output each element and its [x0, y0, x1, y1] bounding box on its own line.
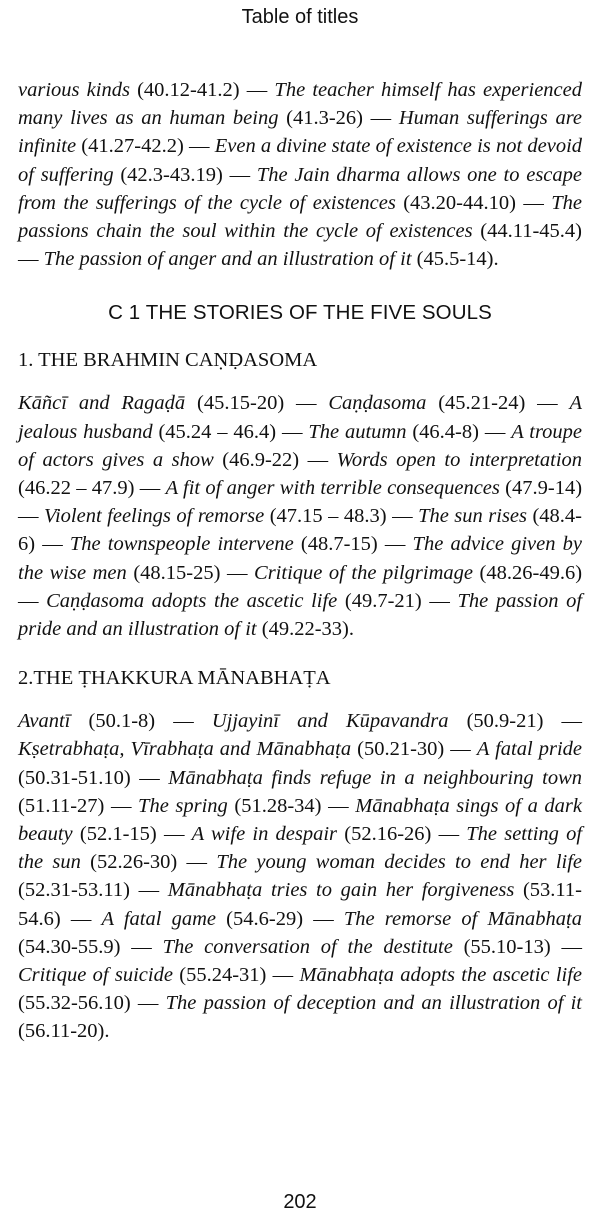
em-dash-separator: — [276, 420, 309, 443]
entry-title: A wife in despair [191, 823, 338, 846]
story-paragraph [18, 389, 582, 643]
entry-title: The remorse of Mānabhaṭa [343, 907, 582, 930]
em-dash-separator: — [550, 935, 583, 958]
em-dash-separator: — [239, 79, 275, 101]
em-dash-separator: — [478, 420, 512, 443]
entry-reference: (55.10-13) [463, 935, 551, 958]
entry-reference: (49.7-21) [344, 589, 422, 612]
running-head: Table of titles [241, 6, 359, 28]
entry-title: The conversation of the destitute [162, 935, 453, 958]
em-dash-separator: — [155, 710, 212, 733]
entry-title: A jealous husband [18, 392, 583, 443]
em-dash-separator: — [266, 964, 300, 987]
entry-reference: (49.22-33). [261, 618, 354, 641]
em-dash-separator: — [515, 191, 552, 214]
entry-title: A fatal game [101, 907, 216, 930]
entry-reference: (52.26-30) [90, 851, 178, 874]
entry-title: The teacher himself has experienced many lives as an human being [18, 79, 583, 130]
entry-reference: (51.11-27) [18, 794, 105, 817]
em-dash-separator: — [220, 561, 255, 584]
em-dash-separator: — [363, 107, 399, 130]
entry-title: Words open to interpretation [336, 448, 583, 471]
em-dash-separator: — [177, 851, 217, 874]
entry-reference: (48.26-49.6) [479, 561, 583, 584]
em-dash-separator: — [130, 992, 166, 1015]
em-dash-separator: — [321, 794, 356, 817]
entry-reference: (53.11-54.6) [18, 879, 583, 930]
entry-title: Even a divine state of existence is not devoid of suffering [18, 135, 583, 186]
em-dash-separator: — [377, 533, 413, 556]
em-dash-separator: — [299, 448, 337, 471]
entry-reference: (50.1-8) [88, 710, 156, 733]
intro-paragraph [18, 76, 582, 273]
em-dash-separator: — [134, 477, 166, 500]
entry-reference: (48.15-25) [133, 561, 221, 584]
em-dash-separator: — [183, 135, 215, 158]
em-dash-separator: — [129, 879, 168, 902]
entry-reference: (48.4-6) [18, 505, 583, 556]
em-dash-separator: — [303, 907, 344, 930]
entry-title: The sun rises [418, 505, 527, 528]
em-dash-separator: — [156, 823, 192, 846]
entry-reference: (46.22 – 47.9) [18, 477, 135, 500]
em-dash-separator: — [18, 505, 44, 528]
entry-title: Mānabhaṭa tries to gain her forgiveness [167, 879, 515, 902]
entry-reference: (48.7-15) [300, 533, 378, 556]
entry-title: Caṇḍasoma [328, 392, 427, 415]
entry-title: The spring [138, 794, 228, 817]
entry-reference: (41.27-42.2) [81, 135, 184, 158]
entry-reference: (42.3-43.19) [120, 163, 223, 186]
entry-reference: (56.11-20). [18, 1020, 110, 1043]
em-dash-separator: — [130, 766, 169, 789]
entry-reference: (45.21-24) [438, 392, 526, 415]
entry-title: Mānabhaṭa finds refuge in a neighbouring town [168, 766, 582, 789]
entry-reference: (54.30-55.9) [18, 935, 121, 958]
entry-reference: (47.9-14) [505, 477, 583, 500]
entry-reference: (55.24-31) [179, 964, 267, 987]
em-dash-separator: — [431, 823, 467, 846]
entry-reference: (41.3-26) [286, 107, 363, 130]
entry-reference: (50.21-30) [357, 738, 445, 761]
entry-title: The setting of the sun [18, 823, 583, 874]
entry-title: Caṇḍasoma adopts the ascetic life [46, 589, 338, 612]
entry-title: Violent feelings of remorse [43, 505, 265, 528]
story-heading: 1. THE BRAHMIN CAṆḌASOMA [18, 349, 318, 372]
entry-reference: (45.24 – 46.4) [158, 420, 277, 443]
em-dash-separator: — [525, 392, 570, 415]
entry-title: The townspeople intervene [69, 533, 294, 556]
em-dash-separator: — [421, 589, 458, 612]
page-number: 202 [283, 1191, 317, 1213]
entry-reference: (52.31-53.11) [18, 879, 130, 902]
section-heading: C 1 THE STORIES OF THE FIVE SOULS [108, 301, 492, 325]
entry-title: various kinds [18, 79, 130, 101]
em-dash-separator: — [104, 794, 139, 817]
entry-title: Mānabhaṭa sings of a dark beauty [18, 794, 583, 846]
story-block [18, 349, 582, 643]
entry-reference: (50.31-51.10) [18, 766, 131, 789]
em-dash-separator: — [18, 589, 47, 612]
entry-reference: (50.9-21) [466, 710, 544, 733]
em-dash-separator: — [444, 738, 477, 761]
entry-title: The advice given by the wise men [18, 533, 582, 584]
entry-title: The passion of deception and an illustration of it [165, 992, 583, 1015]
em-dash-separator: — [386, 505, 419, 528]
story-heading: 2.THE ṬHAKKURA MĀNABHAṬA [18, 667, 331, 690]
story-paragraph [18, 707, 582, 1045]
em-dash-separator: — [120, 935, 163, 958]
entry-title: Critique of the pilgrimage [254, 561, 473, 584]
entry-title: A fit of anger with terrible consequences [165, 477, 500, 500]
entry-title: The passion of anger and an illustration of it [43, 248, 412, 271]
entry-reference: (47.15 – 48.3) [269, 505, 387, 528]
entry-reference: (43.20-44.10) [403, 191, 516, 214]
entry-title: The young woman decides to end her life [216, 851, 582, 874]
entry-reference: (52.1-15) [79, 823, 157, 846]
entry-title: The passion of pride and an illustration of it [18, 589, 583, 641]
story-block [18, 667, 582, 1045]
entry-title: Human sufferings are infinite [18, 107, 583, 158]
entry-title: Avantī [18, 710, 71, 733]
entry-title: Kāñcī and Ragaḍā [18, 392, 186, 415]
entry-reference: (45.5-14). [416, 248, 499, 271]
entry-title: A troupe of actors gives a show [18, 420, 583, 471]
entry-reference: (52.16-26) [344, 823, 432, 846]
entry-title: The Jain dharma allows one to escape from the sufferings of the cycle of existences [18, 163, 582, 214]
em-dash-separator: — [60, 907, 102, 930]
entry-reference: (40.12-41.2) [137, 79, 240, 101]
entry-reference: (45.15-20) [197, 392, 285, 415]
entry-reference: (46.4-8) [412, 420, 479, 443]
em-dash-separator: — [284, 392, 329, 415]
entry-title: Kṣetrabhaṭa, Vīrabhaṭa and Mānabhaṭa [18, 738, 352, 761]
entry-title: Ujjayinī and Kūpavandra [211, 710, 449, 733]
entry-reference: (51.28-34) [234, 794, 322, 817]
page-content [18, 76, 582, 1046]
entry-reference: (44.11-45.4) [480, 220, 582, 243]
entry-title: The autumn [308, 420, 407, 443]
entry-reference: (54.6-29) [226, 907, 304, 930]
entry-title: A fatal pride [476, 738, 582, 761]
entry-title: The passions chain the soul within the cycle of existences [18, 191, 583, 243]
entry-reference: (55.32-56.10) [18, 992, 131, 1015]
em-dash-separator: — [18, 248, 44, 271]
em-dash-separator: — [222, 163, 257, 186]
em-dash-separator: — [35, 533, 70, 556]
em-dash-separator: — [543, 710, 583, 733]
entry-reference: (46.9-22) [222, 448, 300, 471]
entry-title: Mānabhaṭa adopts the ascetic life [299, 964, 583, 987]
entry-title: Critique of suicide [18, 964, 173, 987]
